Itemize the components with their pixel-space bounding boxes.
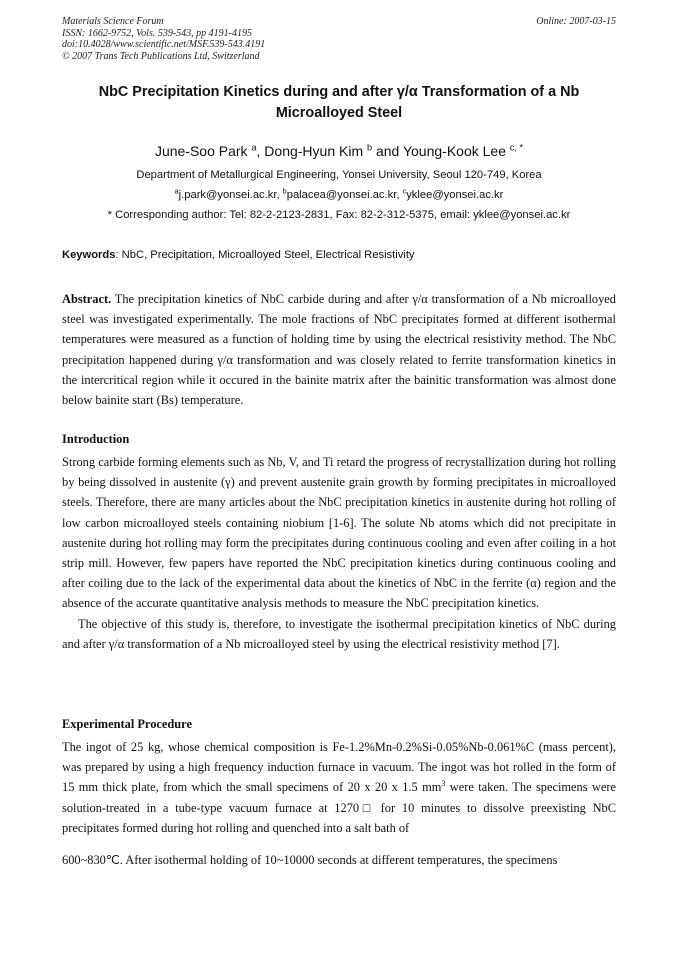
title-line-1: NbC Precipitation Kinetics during and after γ/α Transformation of a Nb bbox=[98, 84, 580, 100]
journal-issn: ISSN: 1662-9752, Vols. 539-543, pp 4191-4195 bbox=[62, 27, 252, 39]
introduction-paragraph-1: Strong carbide forming elements such as Nb, V, and Ti retard the progress of recrystallization during hot rolling by being dissolved in austenite (γ) and prevent austenite grain growth by forming precipitates in microalloyed steels. Therefore, there are many articles about the NbC precipitation kinetics in austenite during hot rolling of low carbon microalloyed steels containing niobium [1-6]. The solute Nb atoms which did not precipitate in austenite during hot rolling may form the precipitates during continuous cooling and even after coiling in a hot strip mill. However, few papers have reported the NbC precipitation kinetics during continuous cooling and after coiling due to the lack of the experimental data about the kinetics of NbC in the ferrite (α) region and the absence of the accurate quantitative analysis methods to measure the NbC precipitation kinetics. bbox=[62, 455, 616, 611]
author-3-sup: c, * bbox=[509, 142, 524, 153]
online-date: Online: 2007-03-15 bbox=[536, 16, 616, 27]
affiliation-block bbox=[62, 165, 616, 225]
journal-copyright: © 2007 Trans Tech Publications Ltd, Switzerland bbox=[62, 50, 260, 62]
email-a: j.park@yonsei.ac.kr, bbox=[178, 189, 283, 201]
author-1-sup: a bbox=[251, 142, 257, 153]
author-1: June-Soo Park bbox=[154, 143, 248, 159]
author-list bbox=[62, 142, 616, 160]
journal-doi: doi:10.4028/www.scientific.net/MSF.539-543.4191 bbox=[62, 39, 266, 50]
author-sep-2: and bbox=[372, 143, 403, 159]
email-a-sup: a bbox=[174, 186, 179, 196]
experimental-text-b: were taken. The specimens were solution-treated in a tube-type vacuum furnace at 1270 bbox=[62, 780, 616, 815]
abstract-text: The precipitation kinetics of NbC carbide during and after γ/α transformation of a Nb microalloyed steel was investigated experimentally. The mole fractions of NbC precipitates formed at different isothermal temperatures were measured as a function of holding time by using the electrical resistivity method. The NbC precipitation happened during γ/α transformation and was closely related to ferrite transformation kinetics in the intercritical region while it occured in the bainite matrix after the bainitic transformation was almost done below bainite start (Bs) temperature. bbox=[62, 292, 616, 408]
paper-title bbox=[62, 82, 616, 124]
experimental-paragraph-2: 600~830℃. After isothermal holding of 10~10000 seconds at different temperatures, the specimens bbox=[62, 853, 558, 867]
keywords-text: : NbC, Precipitation, Microalloyed Steel, Electrical Resistivity bbox=[115, 249, 415, 261]
journal-name: Materials Science Forum bbox=[62, 16, 164, 27]
introduction-body bbox=[62, 452, 616, 654]
experimental-paragraph-1 bbox=[62, 737, 616, 838]
keywords bbox=[62, 247, 616, 263]
introduction-heading: Introduction bbox=[62, 432, 130, 446]
abstract-label: Abstract. bbox=[62, 292, 112, 306]
author-2: Dong-Hyun Kim bbox=[264, 143, 364, 159]
author-2-sup: b bbox=[367, 142, 373, 153]
corresponding-author: * Corresponding author: Tel: 82-2-2123-2831, Fax: 82-2-312-5375, email: yklee@yonsei.ac.kr bbox=[107, 209, 571, 221]
experimental-sup: 3 bbox=[441, 779, 446, 789]
email-line bbox=[62, 185, 616, 205]
department: Department of Metallurgical Engineering, Yonsei University, Seoul 120-749, Korea bbox=[136, 169, 542, 181]
email-b: palacea@yonsei.ac.kr, bbox=[286, 189, 403, 201]
author-sep-1: , bbox=[256, 143, 265, 159]
abstract-paragraph bbox=[62, 289, 616, 410]
experimental-heading: Experimental Procedure bbox=[62, 717, 192, 731]
journal-header bbox=[62, 16, 616, 62]
author-3: Young-Kook Lee bbox=[402, 143, 506, 159]
email-c-sup: c bbox=[402, 186, 407, 196]
title-line-2: Microalloyed Steel bbox=[275, 105, 403, 121]
email-c: yklee@yonsei.ac.kr bbox=[406, 189, 504, 201]
introduction-paragraph-2: The objective of this study is, therefore, to investigate the isothermal precipitation kinetics of NbC during and after γ/α transformation of a Nb microalloyed steel by using the electrical resistivity method [7]. bbox=[62, 616, 616, 651]
missing-glyph: □ bbox=[359, 800, 374, 815]
keywords-label: Keywords bbox=[62, 249, 116, 261]
experimental-text-c: for 10 minutes to dissolve preexisting NbC precipitates formed during hot rolling and quenched into a salt bath of bbox=[62, 800, 617, 835]
email-b-sup: b bbox=[282, 186, 287, 196]
experimental-text-a: The ingot of 25 kg, whose chemical composition is Fe-1.2%Mn-0.2%Si-0.05%Nb-0.061%C (mass percent), was prepared by using a high frequency induction furnace in vacuum. The ingot was hot rolled in the form of 15 mm thick plate, from which the small specimens of 20 x 20 x 1.5 mm bbox=[62, 740, 616, 795]
